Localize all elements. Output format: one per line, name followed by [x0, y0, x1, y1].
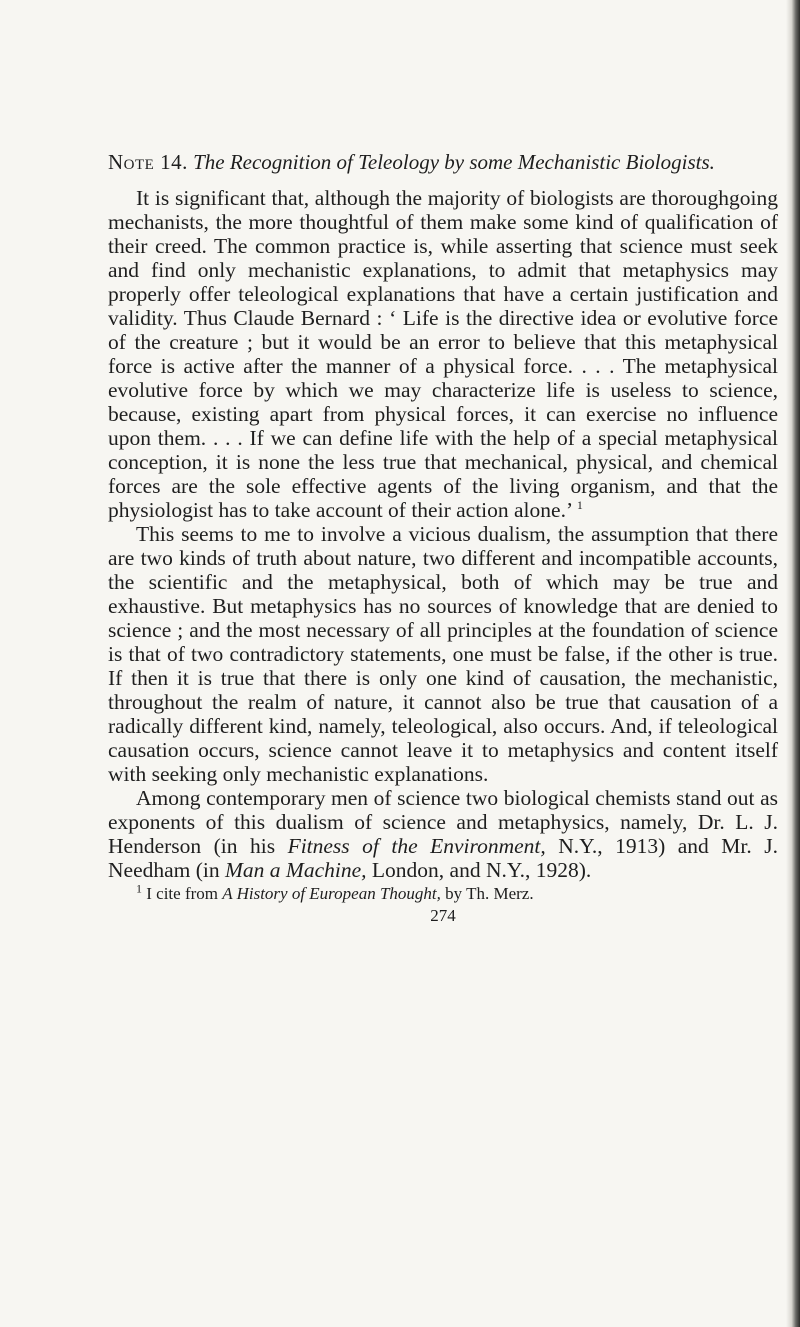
- footnote-reference: 1: [576, 497, 583, 512]
- footnote: [108, 881, 778, 904]
- paragraph-1: [108, 186, 778, 522]
- footnote-marker: 1: [136, 881, 142, 896]
- paragraph-3: [108, 786, 778, 882]
- book-title-fitness: Fitness of the Environment,: [287, 834, 546, 858]
- paragraph-3-text-c: London, and N.Y., 1928).: [371, 858, 592, 882]
- book-page: [108, 150, 778, 926]
- footnote-text-a: I cite from: [146, 884, 218, 903]
- footnote-text-b: by Th. Merz.: [445, 884, 534, 903]
- page-binding-edge: [786, 0, 800, 1327]
- footnote-book-title: A History of European Thought,: [222, 884, 441, 903]
- paragraph-2: This seems to me to involve a vicious dualism, the assumption that there are two kinds of truth about nature, two different and incompatible accounts, the scientific and the metaphysical, both of which may be true and exhaustive. But metaphysics has no sources of knowledge that are denied to science ; and the most necessary of all principles at the foundation of science is that of two contradictory statements, one must be false, if the other is true. If then it is true that there is only one kind of causation, the mechanistic, throughout the realm of nature, it cannot also be true that causation of a radically different kind, namely, teleological, also occurs. And, if teleological causation occurs, science cannot leave it to metaphysics and content itself with seeking only mechanistic explanations.: [108, 522, 778, 786]
- book-title-man-a-machine: Man a Machine,: [225, 858, 367, 882]
- note-heading: [108, 150, 778, 174]
- paragraph-3-text-b: N.Y., 1913) and Mr. J. Needham (in: [108, 834, 778, 882]
- paragraph-1-text: It is significant that, although the majority of biologists are thoroughgoing mechanists, the more thoughtful of them make some kind of qualification of their creed. The common practice is, while asserting that science must seek and find only mechanistic explanations, to admit that metaphysics may properly offer teleological explanations that have a certain justification and validity. Thus Claude Bernard : ‘ Life is the directive idea or evolutive force of the creature ; but it would be an error to believe that this metaphysical force is active after the manner of a physical force. . . . The metaphysical evolutive force by which we may characterize life is useless to science, because, existing apart from physical forces, it can exercise no influence upon them. . . . If we can define life with the help of a special metaphysical conception, it is none the less true that mechanical, physical, and chemical forces are the sole effective agents of the living organism, and that the physiologist has to take account of their action alone.’: [108, 186, 778, 522]
- paragraph-3-text-a: Among contemporary men of science two biological chemists stand out as exponents of this dualism of science and metaphysics, namely, Dr. L. J. Henderson (in his: [108, 786, 778, 858]
- note-label: Note 14.: [108, 150, 188, 174]
- page-number: 274: [430, 906, 456, 925]
- note-title: The Recognition of Teleology by some Mechanistic Biologists.: [193, 150, 715, 174]
